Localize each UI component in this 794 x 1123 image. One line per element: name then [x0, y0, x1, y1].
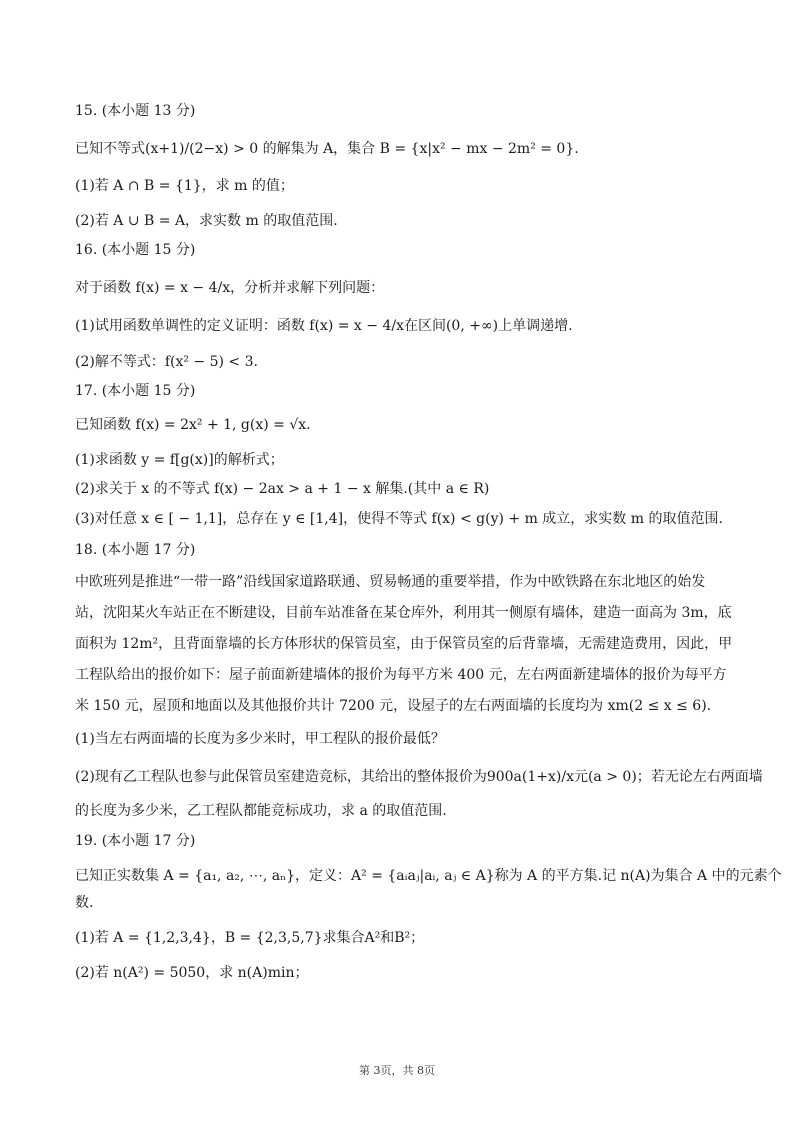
- problem-17-header: 17. (本小题 15 分): [75, 383, 196, 399]
- problem-15-part1: (1)若 A ∩ B = {1}，求 m 的值；: [75, 178, 294, 194]
- problem-18-stem-line1: 中欧班列是推进“一带一路”沿线国家道路联通、贸易畅通的重要举措，作为中欧铁路在东北地区的始发: [75, 574, 706, 590]
- problem-16-stem: 对于函数 f(x) = x − 4/x，分析并求解下列问题：: [75, 280, 385, 296]
- problem-18-stem-line5: 米 150 元，屋顶和地面以及其他报价共计 7200 元，设屋子的左右两面墙的长度均为 xm(2 ≤ x ≤ 6).: [75, 698, 712, 714]
- problem-19-stem-line2: 数.: [75, 895, 94, 911]
- problem-18-part2-line1: (2)现有乙工程队也参与此保管员室建造竞标，其给出的整体报价为900a(1+x)/x元(a > 0)；若无论左右两面墙: [75, 769, 763, 785]
- problem-18-part1: (1)当左右两面墙的长度为多少米时，甲工程队的报价最低？: [75, 731, 445, 747]
- problem-16-part1: (1)试用函数单调性的定义证明：函数 f(x) = x − 4/x在区间(0, +∞)上单调递增.: [75, 318, 573, 334]
- problem-19-part1: (1)若 A = {1,2,3,4}，B = {2,3,5,7}求集合A²和B²；: [75, 930, 425, 946]
- problem-18-stem-line3: 面积为 12m²，且背面靠墙的长方体形状的保管员室，由于保管员室的后背靠墙，无需建造费用，因此，甲: [75, 636, 733, 652]
- problem-17-part1: (1)求函数 y = f[g(x)]的解析式；: [75, 452, 284, 468]
- problem-19-header: 19. (本小题 17 分): [75, 833, 196, 849]
- problem-17-part3: (3)对任意 x ∈ [ − 1,1]，总存在 y ∈ [1,4]，使得不等式 f(x) < g(y) + m 成立，求实数 m 的取值范围.: [75, 511, 723, 527]
- problem-15-stem: 已知不等式(x+1)/(2−x) > 0 的解集为 A，集合 B = {x|x² − mx − 2m² = 0}.: [75, 141, 579, 157]
- problem-16-header: 16. (本小题 15 分): [75, 242, 196, 258]
- problem-16-part2: (2)解不等式：f(x² − 5) < 3.: [75, 354, 258, 370]
- problem-18-header: 18. (本小题 17 分): [75, 542, 196, 558]
- problem-18-part2-line2: 的长度为多少米，乙工程队都能竞标成功，求 a 的取值范围.: [75, 803, 447, 819]
- problem-15-part2: (2)若 A ∪ B = A，求实数 m 的取值范围.: [75, 213, 338, 229]
- problem-18-stem-line2: 站，沈阳某火车站正在不断建设，目前车站准备在某仓库外，利用其一侧原有墙体，建造一面高为 3m，底: [75, 605, 732, 621]
- page-footer: 第 3页，共 8页: [359, 1064, 435, 1077]
- problem-15-header: 15. (本小题 13 分): [75, 103, 196, 119]
- problem-19-stem-line1: 已知正实数集 A = {a₁, a₂, ⋯, aₙ}，定义：A² = {aᵢaⱼ|aᵢ, aⱼ ∈ A}称为 A 的平方集.记 n(A)为集合 A 中的元素个: [75, 868, 782, 884]
- problem-17-stem: 已知函数 f(x) = 2x² + 1, g(x) = √x.: [75, 417, 311, 433]
- problem-19-part2: (2)若 n(A²) = 5050，求 n(A)min；: [75, 965, 309, 981]
- problem-18-stem-line4: 工程队给出的报价如下：屋子前面新建墙体的报价为每平方米 400 元，左右两面新建墙体的报价为每平方: [75, 667, 727, 683]
- problem-17-part2: (2)求关于 x 的不等式 f(x) − 2ax > a + 1 − x 解集.(其中 a ∈ R): [75, 481, 490, 497]
